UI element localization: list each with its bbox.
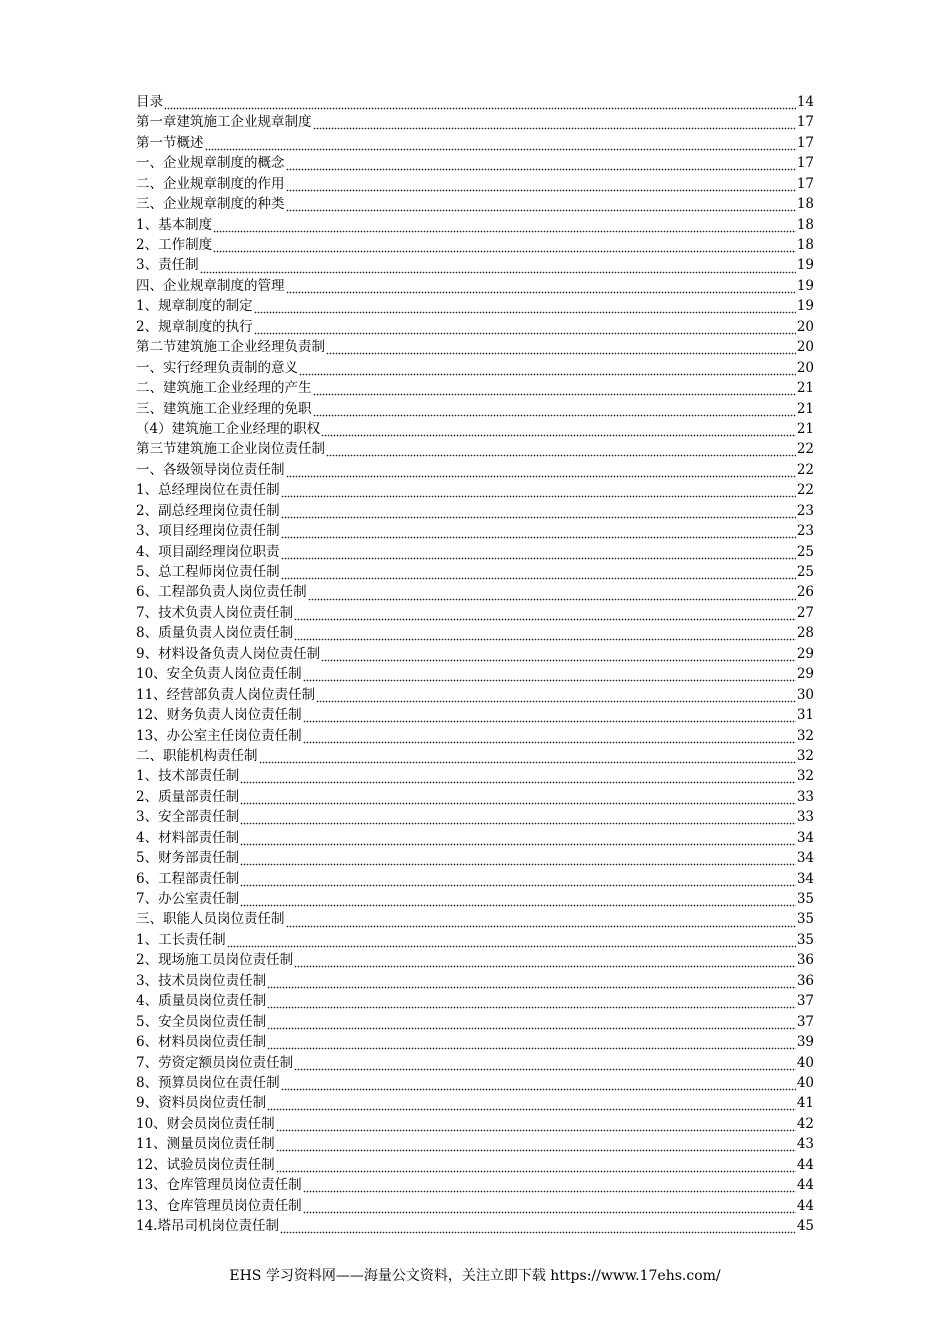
toc-leader-dots <box>164 92 796 112</box>
toc-leader-dots <box>276 1155 796 1175</box>
toc-entry-title: 一、实行经理负责制的意义 <box>136 359 298 376</box>
toc-entry-page: 41 <box>796 1095 814 1112</box>
toc-entry[interactable] <box>136 910 814 930</box>
toc-entry-page: 23 <box>796 523 814 540</box>
toc-entry-title: 6、工程部负责人岗位责任制 <box>136 584 307 601</box>
toc-entry-title: 2、质量部责任制 <box>136 788 240 805</box>
toc-entry-page: 33 <box>796 809 814 826</box>
toc-entry-title: 第一节概述 <box>136 134 204 151</box>
toc-entry-page: 26 <box>796 584 814 601</box>
toc-entry-title: 2、工作制度 <box>136 237 213 254</box>
toc-leader-dots <box>280 1216 796 1236</box>
toc-entry-page: 17 <box>796 155 814 172</box>
toc-entry-title: 1、规章制度的制定 <box>136 298 253 315</box>
toc-entry-page: 28 <box>796 625 814 642</box>
toc-entry-title: 3、技术员岗位责任制 <box>136 972 267 989</box>
toc-entry[interactable] <box>136 848 814 868</box>
toc-entry-title: 一、各级领导岗位责任制 <box>136 461 285 478</box>
toc-entry[interactable] <box>136 1155 814 1175</box>
toc-entry-page: 35 <box>796 891 814 908</box>
toc-entry[interactable] <box>136 399 814 419</box>
toc-entry-title: 四、企业规章制度的管理 <box>136 277 285 294</box>
toc-entry-page: 17 <box>796 175 814 192</box>
toc-leader-dots <box>286 910 796 930</box>
toc-entry-page: 44 <box>796 1156 814 1173</box>
toc-leader-dots <box>240 848 796 868</box>
toc-leader-dots <box>254 317 796 337</box>
toc-leader-dots <box>281 542 796 562</box>
toc-leader-dots <box>205 133 796 153</box>
toc-entry-page: 34 <box>796 829 814 846</box>
toc-entry[interactable] <box>136 317 814 337</box>
toc-entry-page: 20 <box>796 359 814 376</box>
toc-entry-page: 19 <box>796 277 814 294</box>
toc-entry-title: 1、技术部责任制 <box>136 768 240 785</box>
toc-leader-dots <box>240 766 796 786</box>
page-footer: EHS 学习资料网——海量公文资料，关注立即下载 https://www.17ehs.com/ <box>229 1268 721 1284</box>
toc-entry[interactable] <box>136 603 814 623</box>
toc-entry-title: 第二节建筑施工企业经理负责制 <box>136 339 325 356</box>
toc-entry[interactable] <box>136 685 814 705</box>
toc-entry-page: 27 <box>796 604 814 621</box>
toc-leader-dots <box>303 1196 796 1216</box>
toc-leader-dots <box>281 480 796 500</box>
toc-leader-dots <box>303 1175 796 1195</box>
toc-entry[interactable] <box>136 807 814 827</box>
toc-leader-dots <box>294 1053 796 1073</box>
toc-entry-page: 33 <box>796 788 814 805</box>
toc-entry-page: 42 <box>796 1115 814 1132</box>
toc-entry[interactable] <box>136 337 814 357</box>
toc-entry[interactable] <box>136 92 814 112</box>
toc-entry[interactable] <box>136 112 814 132</box>
toc-leader-dots <box>267 1093 796 1113</box>
toc-entry-page: 18 <box>796 237 814 254</box>
toc-entry-page: 17 <box>796 134 814 151</box>
toc-leader-dots <box>286 174 796 194</box>
toc-leader-dots <box>281 1073 796 1093</box>
toc-entry[interactable] <box>136 746 814 766</box>
toc-leader-dots <box>240 807 796 827</box>
toc-entry-title: 1、基本制度 <box>136 216 213 233</box>
toc-entry[interactable] <box>136 623 814 643</box>
toc-entry-title: 4、质量员岗位责任制 <box>136 993 267 1010</box>
toc-entry-page: 32 <box>796 747 814 764</box>
toc-entry[interactable] <box>136 1216 814 1236</box>
toc-entry-title: 一、企业规章制度的概念 <box>136 155 285 172</box>
toc-entry-page: 32 <box>796 768 814 785</box>
toc-entry-page: 22 <box>796 441 814 458</box>
toc-leader-dots <box>294 623 796 643</box>
toc-entry-page: 37 <box>796 1013 814 1030</box>
toc-entry-title: 二、企业规章制度的作用 <box>136 175 285 192</box>
toc-entry-title: 12、试验员岗位责任制 <box>136 1156 275 1173</box>
toc-leader-dots <box>213 215 796 235</box>
toc-entry-title: 3、安全部责任制 <box>136 809 240 826</box>
toc-entry-title: 13、仓库管理员岗位责任制 <box>136 1177 302 1194</box>
toc-entry-page: 39 <box>796 1034 814 1051</box>
toc-leader-dots <box>259 746 796 766</box>
toc-entry-title: 1、工长责任制 <box>136 931 226 948</box>
toc-leader-dots <box>281 501 796 521</box>
toc-entry-title: 3、项目经理岗位责任制 <box>136 523 280 540</box>
toc-entry-title: 4、材料部责任制 <box>136 829 240 846</box>
toc-entry-page: 44 <box>796 1197 814 1214</box>
toc-entry-page: 40 <box>796 1074 814 1091</box>
toc-entry[interactable] <box>136 1196 814 1216</box>
toc-leader-dots <box>299 358 796 378</box>
toc-leader-dots <box>281 562 796 582</box>
toc-entry[interactable] <box>136 358 814 378</box>
toc-entry[interactable] <box>136 766 814 786</box>
toc-entry-title: 6、材料员岗位责任制 <box>136 1034 267 1051</box>
toc-entry-page: 14 <box>796 93 814 110</box>
toc-entry-title: 二、建筑施工企业经理的产生 <box>136 380 312 397</box>
toc-entry-title: 2、规章制度的执行 <box>136 318 253 335</box>
toc-leader-dots <box>267 1032 796 1052</box>
toc-leader-dots <box>213 235 796 255</box>
toc-leader-dots <box>286 153 796 173</box>
toc-entry-title: 9、资料员岗位责任制 <box>136 1095 267 1112</box>
toc-entry[interactable] <box>136 1093 814 1113</box>
toc-entry-page: 25 <box>796 543 814 560</box>
toc-entry[interactable] <box>136 1175 814 1195</box>
toc-entry[interactable] <box>136 439 814 459</box>
toc-leader-dots <box>326 439 796 459</box>
toc-entry-title: 5、财务部责任制 <box>136 850 240 867</box>
toc-entry-page: 44 <box>796 1177 814 1194</box>
toc-entry-page: 21 <box>796 400 814 417</box>
toc-entry-title: 第一章建筑施工企业规章制度 <box>136 114 312 131</box>
toc-leader-dots <box>286 276 796 296</box>
toc-leader-dots <box>313 378 796 398</box>
toc-leader-dots <box>316 685 796 705</box>
toc-entry-title: 11、测量员岗位责任制 <box>136 1136 275 1153</box>
toc-entry[interactable] <box>136 869 814 889</box>
toc-entry[interactable] <box>136 480 814 500</box>
toc-entry-title: 6、工程部责任制 <box>136 870 240 887</box>
toc-leader-dots <box>281 521 796 541</box>
toc-entry-page: 21 <box>796 380 814 397</box>
toc-entry-page: 18 <box>796 216 814 233</box>
toc-leader-dots <box>254 296 796 316</box>
toc-leader-dots <box>303 664 796 684</box>
toc-entry-title: 1、总经理岗位在责任制 <box>136 482 280 499</box>
toc-leader-dots <box>227 930 796 950</box>
toc-entry[interactable] <box>136 889 814 909</box>
toc-entry[interactable] <box>136 644 814 664</box>
toc-entry-title: 3、责任制 <box>136 257 199 274</box>
toc-entry[interactable] <box>136 787 814 807</box>
toc-leader-dots <box>313 112 796 132</box>
toc-entry-title: 9、材料设备负责人岗位责任制 <box>136 645 321 662</box>
toc-leader-dots <box>286 460 796 480</box>
toc-entry-page: 20 <box>796 339 814 356</box>
toc-entry[interactable] <box>136 971 814 991</box>
toc-leader-dots <box>240 787 796 807</box>
toc-entry-title: 11、经营部负责人岗位责任制 <box>136 686 316 703</box>
toc-entry-title: 13、仓库管理员岗位责任制 <box>136 1197 302 1214</box>
toc-entry-title: 目录 <box>136 93 163 110</box>
toc-entry-page: 20 <box>796 318 814 335</box>
toc-entry-title: 7、办公室责任制 <box>136 891 240 908</box>
table-of-contents <box>136 92 814 1237</box>
toc-entry[interactable] <box>136 1073 814 1093</box>
toc-leader-dots <box>303 726 796 746</box>
toc-entry-title: 8、预算员岗位在责任制 <box>136 1074 280 1091</box>
toc-entry[interactable] <box>136 542 814 562</box>
toc-leader-dots <box>240 828 796 848</box>
toc-entry[interactable] <box>136 460 814 480</box>
toc-entry-page: 36 <box>796 952 814 969</box>
toc-entry-page: 34 <box>796 850 814 867</box>
toc-entry[interactable] <box>136 501 814 521</box>
toc-entry-page: 19 <box>796 257 814 274</box>
toc-entry[interactable] <box>136 153 814 173</box>
toc-entry-page: 45 <box>796 1218 814 1235</box>
toc-entry-title: 二、职能机构责任制 <box>136 747 258 764</box>
toc-entry-title: 4、项目副经理岗位职责 <box>136 543 280 560</box>
toc-entry-page: 36 <box>796 972 814 989</box>
toc-leader-dots <box>267 1012 796 1032</box>
toc-entry[interactable] <box>136 1032 814 1052</box>
toc-entry[interactable] <box>136 705 814 725</box>
toc-entry[interactable] <box>136 930 814 950</box>
toc-leader-dots <box>276 1134 796 1154</box>
toc-entry-title: 7、技术负责人岗位责任制 <box>136 604 294 621</box>
toc-entry-page: 29 <box>796 666 814 683</box>
toc-entry-title: （4）建筑施工企业经理的职权 <box>136 420 321 437</box>
toc-leader-dots <box>294 950 796 970</box>
toc-entry-title: 5、安全员岗位责任制 <box>136 1013 267 1030</box>
toc-entry[interactable] <box>136 296 814 316</box>
toc-entry[interactable] <box>136 133 814 153</box>
toc-leader-dots <box>303 705 796 725</box>
toc-entry-title: 第三节建筑施工企业岗位责任制 <box>136 441 325 458</box>
toc-entry-title: 10、财会员岗位责任制 <box>136 1115 275 1132</box>
toc-entry[interactable] <box>136 174 814 194</box>
toc-entry[interactable] <box>136 726 814 746</box>
toc-entry-title: 12、财务负责人岗位责任制 <box>136 707 302 724</box>
toc-entry-page: 21 <box>796 420 814 437</box>
toc-entry-page: 23 <box>796 502 814 519</box>
toc-entry-page: 37 <box>796 993 814 1010</box>
toc-leader-dots <box>200 256 796 276</box>
toc-entry[interactable] <box>136 991 814 1011</box>
toc-leader-dots <box>286 194 796 214</box>
toc-entry-title: 2、副总经理岗位责任制 <box>136 502 280 519</box>
toc-leader-dots <box>321 644 796 664</box>
toc-leader-dots <box>267 971 796 991</box>
toc-leader-dots <box>240 889 796 909</box>
toc-leader-dots <box>313 399 796 419</box>
toc-entry-title: 三、职能人员岗位责任制 <box>136 911 285 928</box>
toc-entry[interactable] <box>136 194 814 214</box>
toc-entry-title: 8、质量负责人岗位责任制 <box>136 625 294 642</box>
toc-entry[interactable] <box>136 950 814 970</box>
toc-entry[interactable] <box>136 276 814 296</box>
toc-entry-title: 7、劳资定额员岗位责任制 <box>136 1054 294 1071</box>
toc-entry-page: 29 <box>796 645 814 662</box>
toc-entry[interactable] <box>136 256 814 276</box>
toc-leader-dots <box>240 869 796 889</box>
toc-entry-title: 10、安全负责人岗位责任制 <box>136 666 302 683</box>
toc-entry[interactable] <box>136 1012 814 1032</box>
toc-entry-page: 22 <box>796 482 814 499</box>
toc-entry-page: 18 <box>796 196 814 213</box>
toc-entry-page: 22 <box>796 461 814 478</box>
toc-entry-title: 2、现场施工员岗位责任制 <box>136 952 294 969</box>
toc-entry[interactable] <box>136 1053 814 1073</box>
toc-entry-page: 30 <box>796 686 814 703</box>
toc-entry[interactable] <box>136 378 814 398</box>
toc-entry-page: 40 <box>796 1054 814 1071</box>
toc-entry-page: 31 <box>796 707 814 724</box>
toc-entry[interactable] <box>136 562 814 582</box>
toc-leader-dots <box>321 419 796 439</box>
toc-entry[interactable] <box>136 1134 814 1154</box>
toc-entry[interactable] <box>136 419 814 439</box>
toc-entry-title: 三、建筑施工企业经理的免职 <box>136 400 312 417</box>
toc-entry-page: 25 <box>796 564 814 581</box>
toc-entry-page: 32 <box>796 727 814 744</box>
toc-entry-page: 17 <box>796 114 814 131</box>
toc-entry-title: 5、总工程师岗位责任制 <box>136 564 280 581</box>
toc-entry-title: 三、企业规章制度的种类 <box>136 196 285 213</box>
toc-leader-dots <box>326 337 796 357</box>
toc-entry[interactable] <box>136 235 814 255</box>
toc-entry-page: 35 <box>796 931 814 948</box>
toc-leader-dots <box>294 603 796 623</box>
toc-leader-dots <box>267 991 796 1011</box>
toc-entry[interactable] <box>136 583 814 603</box>
toc-entry-title: 13、办公室主任岗位责任制 <box>136 727 302 744</box>
toc-entry[interactable] <box>136 828 814 848</box>
toc-entry[interactable] <box>136 664 814 684</box>
toc-leader-dots <box>276 1114 796 1134</box>
toc-entry-page: 19 <box>796 298 814 315</box>
toc-entry[interactable] <box>136 1114 814 1134</box>
toc-entry[interactable] <box>136 215 814 235</box>
toc-entry-page: 34 <box>796 870 814 887</box>
toc-entry-title: 14.塔吊司机岗位责任制 <box>136 1218 279 1235</box>
toc-entry-page: 35 <box>796 911 814 928</box>
toc-leader-dots <box>308 583 796 603</box>
toc-entry-page: 43 <box>796 1136 814 1153</box>
toc-entry[interactable] <box>136 521 814 541</box>
